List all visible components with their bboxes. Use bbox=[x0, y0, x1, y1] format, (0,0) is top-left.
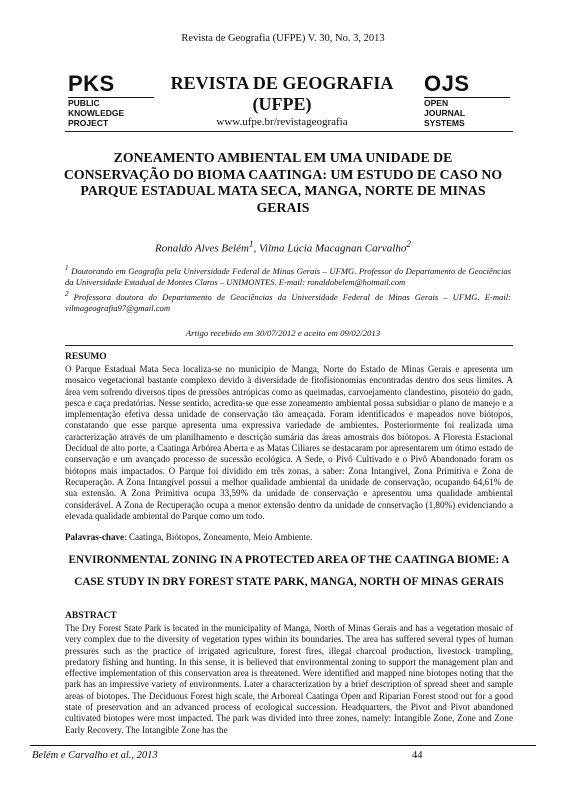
journal-title-line2: (UFPE) bbox=[252, 94, 312, 114]
ojs-logo-line: OPEN bbox=[424, 98, 449, 108]
footnote-text: Doutorando em Geografia pela Universidade Federal de Minas Gerais – UFMG. Professor do Departamento de Geociências da Universidade Estadual de Montes Claros – UNIMONTES. E-mail: ronaldobelem@hotmail.com bbox=[65, 265, 511, 288]
footnote bbox=[65, 263, 511, 289]
pks-logo-line: KNOWLEDGE bbox=[68, 108, 125, 118]
footnote-mark: 1 bbox=[65, 264, 69, 272]
pks-logo-mark: PKS bbox=[68, 71, 115, 96]
author-line bbox=[0, 239, 566, 255]
article-title: ZONEAMENTO AMBIENTAL EM UMA UNIDADE DE CONSERVAÇÃO DO BIOMA CAATINGA: UM ESTUDO DE CASO NO PARQUE ESTADUAL MATA SECA, MANGA, NORTE DE MINAS GERAIS bbox=[63, 150, 503, 215]
affiliation-footnotes bbox=[65, 263, 511, 314]
journal-url-link[interactable]: www.ufpe.br/revistageografia bbox=[216, 116, 348, 128]
keywords-text: : Caatinga, Biótopos, Zoneamento, Meio Ambiente. bbox=[124, 532, 313, 542]
footnote-mark: 2 bbox=[65, 289, 69, 298]
journal-title-line1: REVISTA DE GEOGRAFIA bbox=[170, 73, 394, 93]
author-affiliation-mark: 1 bbox=[248, 239, 254, 249]
resumo-heading: RESUMO bbox=[65, 352, 107, 362]
abstract-heading: ABSTRACT bbox=[65, 611, 117, 621]
footer-citation: Belém e Carvalho et al., 2013 bbox=[32, 750, 158, 761]
author-name: Vilma Lúcia Macagnan Carvalho bbox=[259, 242, 407, 255]
pks-logo-line: PROJECT bbox=[68, 118, 109, 128]
english-title: ENVIRONMENTAL ZONING IN A PROTECTED AREA OF THE CAATINGA BIOME: A CASE STUDY IN DRY FOREST STATE PARK, MANGA, NORTH OF MINAS GERAIS bbox=[68, 554, 510, 588]
pks-logo bbox=[68, 73, 158, 128]
pks-logo-line: PUBLIC bbox=[68, 98, 100, 108]
author-name: Ronaldo Alves Belém bbox=[155, 242, 249, 255]
keywords bbox=[65, 532, 312, 542]
masthead-divider bbox=[65, 131, 513, 132]
author-affiliation-mark: 2 bbox=[406, 239, 411, 249]
ojs-logo bbox=[424, 73, 514, 128]
running-head: Revista de Geografia (UFPE) V. 30, No. 3, 2013 bbox=[181, 33, 385, 44]
page-number: 44 bbox=[412, 750, 423, 761]
author-separator: , bbox=[253, 242, 259, 255]
journal-title bbox=[150, 73, 414, 115]
footnote bbox=[65, 289, 511, 315]
resumo-body: O Parque Estadual Mata Seca localiza-se no município de Manga, Norte do Estado de Minas Gerais e apresenta um mosaico vegetacional bastante complexo devido à diversidade de fitofisionomias encontradas dentro dos seus limites. A área vem sofrendo diversos tipos de pressões antrópicas como as queimadas, carvoejamento clandestino, pisoteio do gado, pesca e caça predatórias. Nesse sentido, acredita-se que esse zoneamento ambiental possa subsidiar o plano de manejo e a implementação efetiva dessa unidade de conservação tão ameaçada. Foram identificados e mapeados nove biótopos, constatando que esse parque apresenta uma expressiva variedade de ambientes. Posteriormente foi realizada uma caracterização através de um planilhamento e descrição sumária das áreas amostrais dos biótopos. A Floresta Estacional Decidual de alto porte, a Caatinga Arbórea Aberta e as Matas Ciliares se destacaram por apresentarem um ótimo estado de conservação e um avançado processo de sucessão ecológica. A Sede, o Pivô Cultivado e o Pivô Abandonado foram os biótopos mais impactados. O Parque foi dividido em três zonas, a saber: Zona Intangível, Zona Primitiva e Zona de Recuperação. A Zona Intangível possui a melhor qualidade ambiental da unidade de conservação, ocupando 64,61% de sua extensão. A Zona Primitiva ocupa 33,59% da unidade de conservação e apresentou uma qualidade ambiental considerável. A Zona de Recuperação ocupa a menor extensão dentro da unidade de conservação (1,80%) evidenciando a elevada qualidade ambiental do Parque como um todo. bbox=[65, 364, 513, 521]
keywords-label: Palavras-chave bbox=[65, 532, 125, 542]
ojs-logo-mark: OJS bbox=[424, 71, 470, 96]
ojs-logo-line: SYSTEMS bbox=[424, 118, 465, 128]
footnote-text: Professora doutora do Departamento de Geociências da Universidade Federal de Minas Gerais – UFMG. E-mail: vilmageografia97@gmail.com bbox=[65, 291, 511, 313]
ojs-logo-line: JOURNAL bbox=[424, 108, 466, 118]
abstract-body: The Dry Forest State Park is located in the municipality of Manga, North of Minas Gerais and has a vegetation mosaic of very complex due to the diversity of vegetation types within its boundaries. The area has suffered several types of human pressures such as the practice of irrigated agriculture, forest fires, illegal charcoal production, livestock trampling, predatory fishing and hunting. In this sense, it is believed that environmental zoning to support the management plan and effective implementation of this conservation area is threatened. Were identified and mapped nine biotopes noting that the park has an impressive variety of environments. Later a characterization by a brief description of spread sheet and sample areas of biotopes. The Deciduous Forest high scale, the Arboreal Caatinga Open and Riparian Forest stood out for a good state of preservation and an advanced process of ecological succession. Headquarters, the Pivot and Pivot abandoned cultivated biotopes were most impacted. The park was divided into three zones, namely: Intangible Zone, Zone and Zone Early Recovery. The Intangible Zone has the bbox=[65, 623, 513, 735]
footer-divider bbox=[30, 745, 536, 746]
section-divider bbox=[65, 345, 513, 346]
received-date: Artigo recebido em 30/07/2012 e aceito em 09/02/2013 bbox=[185, 328, 381, 338]
